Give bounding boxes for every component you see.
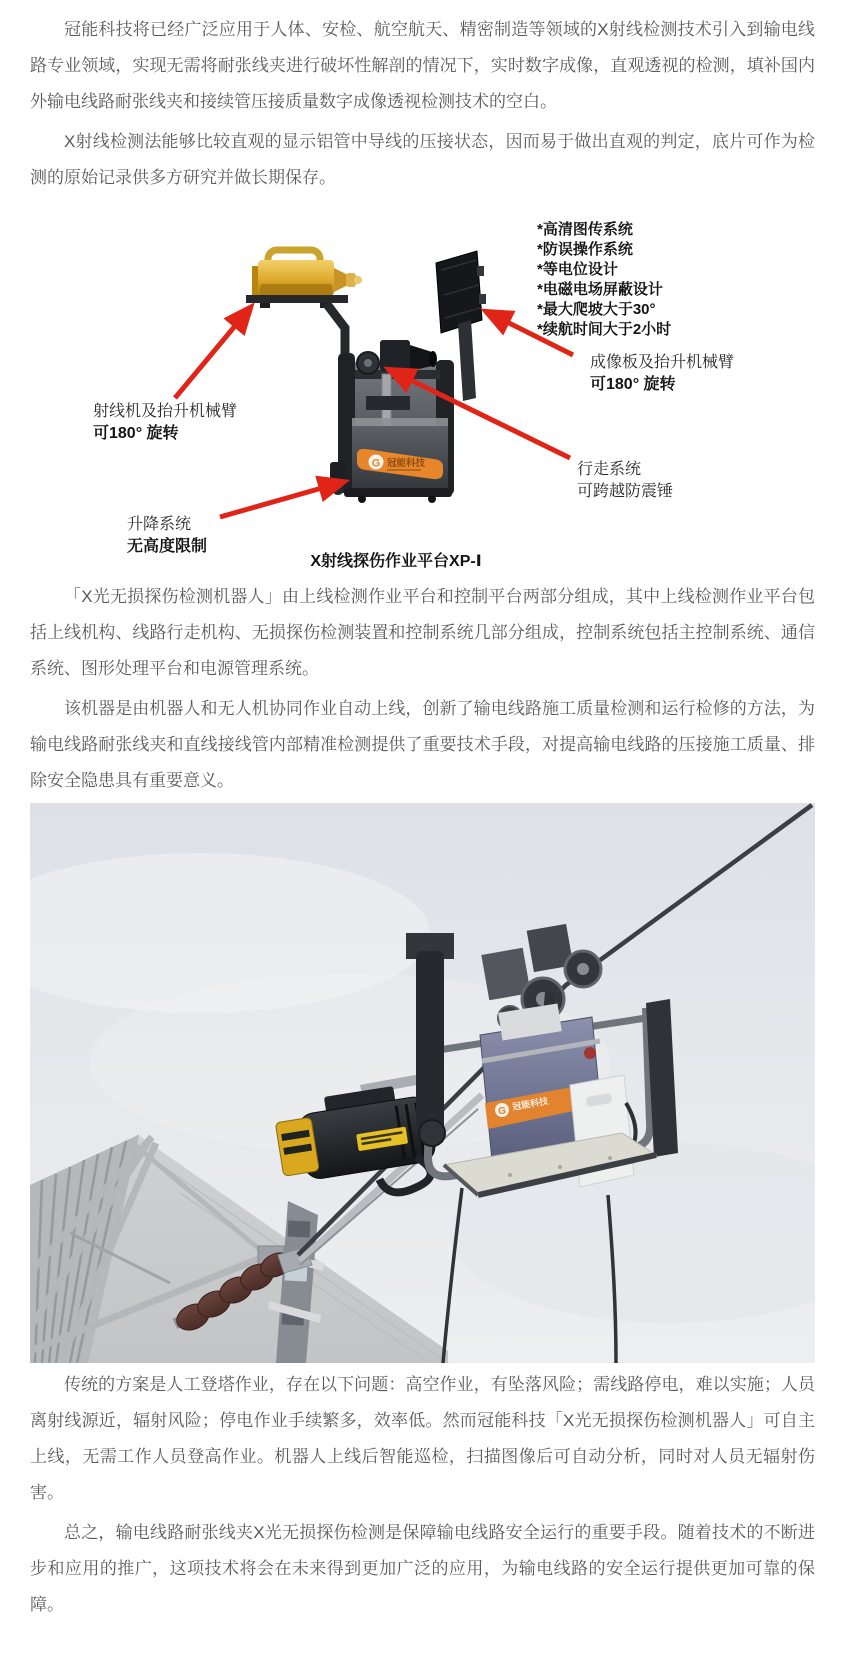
label-walking-system <box>577 459 673 503</box>
feature-item: *高清图传系统 <box>537 221 633 238</box>
paragraph-traditional-method: 传统的方案是人工登塔作业，存在以下问题：高空作业，有坠落风险；需线路停电，难以实施；人员离射线源近，辐射风险；停电作业手续繁多，效率低。然而冠能科技「X光无损探伤检测机器人」可自主上线，无需工作人员登高作业。机器人上线后智能巡检，扫描图像后可自动分析，同时对人员无辐射伤害。 <box>30 1375 815 1502</box>
robot-on-line-photo <box>30 803 815 1363</box>
label-walking-spec: 可跨越防震锤 <box>577 483 674 500</box>
label-lifting-spec: 无高度限制 <box>127 538 208 555</box>
svg-text:G: G <box>371 457 381 470</box>
paragraph-robot-composition: 「X光无损探伤检测机器人」由上线检测作业平台和控制平台两部分组成，其中上线检测作业平台包括上线机构、线路行走机构、无损探伤检测装置和控制系统几部分组成，控制系统包括主控制系统、通信系统、图形处理平台和电源管理系统。 <box>30 587 815 678</box>
diagram-machine-body <box>330 340 454 503</box>
diagram-xray-source <box>246 250 362 308</box>
diagram-caption: X射线探伤作业平台XP-Ⅰ <box>310 553 482 570</box>
paragraph-conclusion: 总之，输电线路耐张线夹X光无损探伤检测是保障输电线路安全运行的重要手段。随着技术的不断进步和应用的推广，这项技术将会在未来得到更加广泛的应用，为输电线路的安全运行提供更加可靠的保障。 <box>30 1523 815 1614</box>
label-xray-arm <box>93 401 237 445</box>
diagram-machine-logo-text: 冠能科技 <box>387 458 426 469</box>
feature-item: *防误操作系统 <box>537 241 633 258</box>
feature-item: *最大爬坡大于30° <box>537 301 656 318</box>
feature-item: *等电位设计 <box>537 261 618 278</box>
label-imaging-board-spec: 可180° 旋转 <box>590 376 676 393</box>
label-lifting-name: 升降系统 <box>127 516 192 533</box>
robot-logo-text: 冠能科技 <box>511 1095 549 1112</box>
label-xray-arm-name: 射线机及抬升机械臂 <box>93 403 238 420</box>
paragraph-intro: 冠能科技将已经广泛应用于人体、安检、航空航天、精密制造等领域的X射线检测技术引入到输电线路专业领域，实现无需将耐张线夹进行破坏性解剖的情况下，实时数字成像，直观透视的检测，填补国内外输电线路耐张线夹和接续管压接质量数字成像透视检测技术的空白。 <box>30 20 815 111</box>
label-xray-arm-spec: 可180° 旋转 <box>93 425 179 442</box>
svg-text:G: G <box>498 1106 506 1117</box>
arrow-lifting-system <box>220 482 343 517</box>
paragraph-xray-method: X射线检测法能够比较直观的显示铝管中导线的压接状态，因而易于做出直观的判定，底片可作为检测的原始记录供多方研究并做长期保存。 <box>30 132 815 187</box>
diagram-feature-list <box>537 220 671 340</box>
platform-diagram-figure <box>30 200 815 575</box>
feature-item: *续航时间大于2小时 <box>537 321 672 338</box>
label-walking-name: 行走系统 <box>577 461 642 478</box>
label-imaging-board-name: 成像板及抬升机械臂 <box>590 354 735 371</box>
robot-left-arm <box>416 951 444 1131</box>
robot-photo-figure <box>30 803 815 1363</box>
arrow-xray-arm <box>175 308 250 398</box>
feature-item: *电磁电场屏蔽设计 <box>537 281 663 298</box>
label-imaging-board <box>590 352 734 396</box>
paragraph-robot-innovation: 该机器是由机器人和无人机协同作业自动上线，创新了输电线路施工质量检测和运行检修的方法，为输电线路耐张线夹和直线接线管内部精准检测提供了重要技术手段，对提高输电线路的压接施工质量、排除安全隐患具有重要意义。 <box>30 699 815 790</box>
